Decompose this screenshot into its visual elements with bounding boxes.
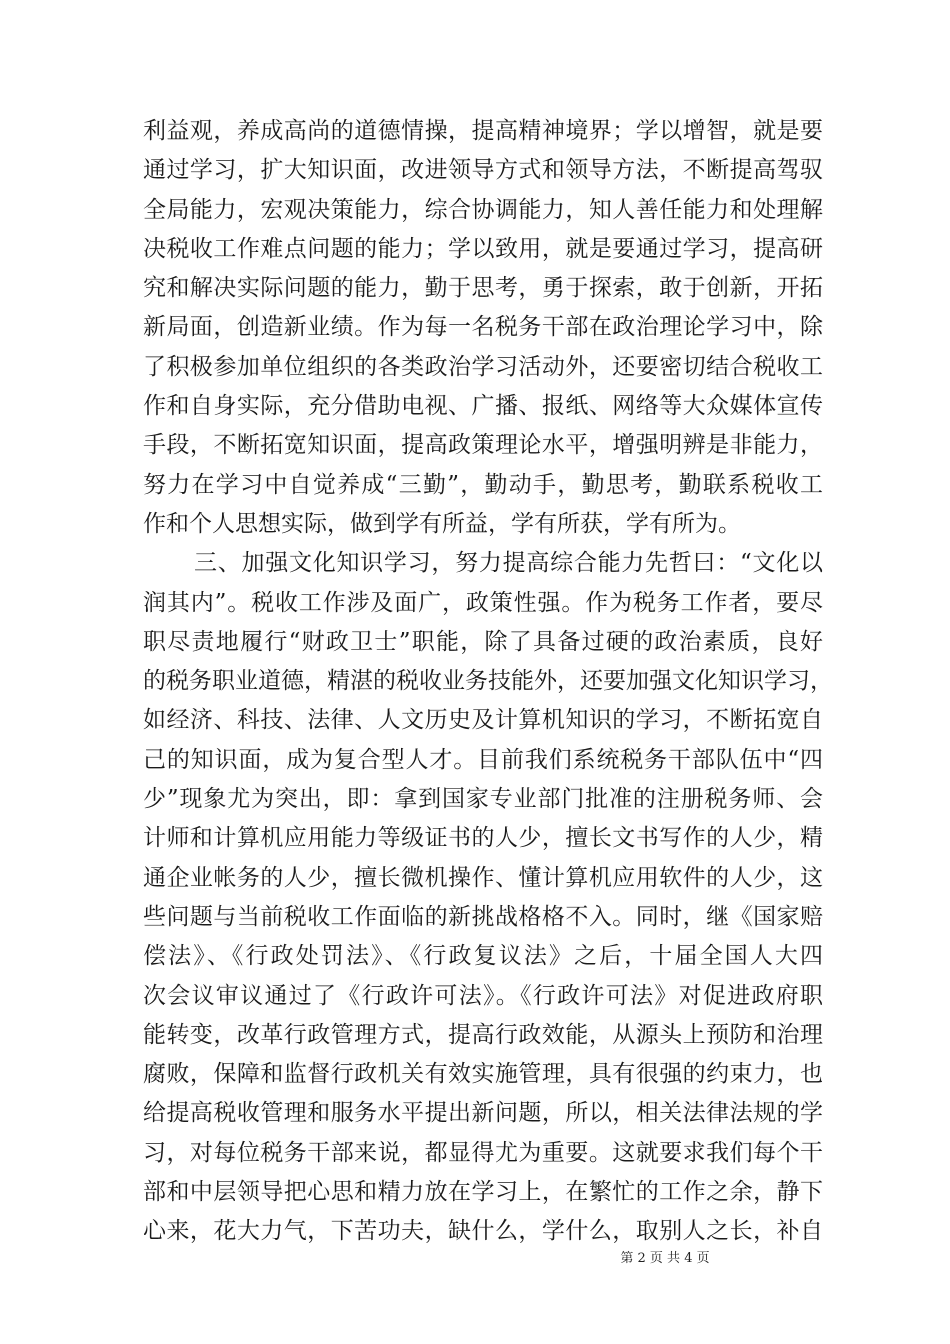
text-line: 少”现象尤为突出，即：拿到国家专业部门批准的注册税务师、会 (143, 786, 823, 813)
text-line: 职尽责地履行“财政卫士”职能，除了具备过硬的政治素质，良好 (143, 628, 823, 655)
text-line: 作和自身实际，充分借助电视、广播、报纸、网络等大众媒体宣传 (143, 393, 823, 420)
text-line: 努力在学习中自觉养成“三勤”，勤动手，勤思考，勤联系税收工 (143, 471, 823, 498)
text-line: 习，对每位税务干部来说，都显得尤为重要。这就要求我们每个干 (143, 1139, 823, 1166)
text-line: 计师和计算机应用能力等级证书的人少，擅长文书写作的人少，精 (143, 825, 823, 852)
text-line: 润其内”。税收工作涉及面广，政策性强。作为税务工作者，要尽 (143, 589, 823, 616)
text-line: 偿法》、《行政处罚法》、《行政复议法》之后，十届全国人大四 (143, 943, 823, 970)
page-footer (0, 1247, 950, 1266)
text-line: 通过学习，扩大知识面，改进领导方式和领导方法，不断提高驾驭 (143, 157, 823, 184)
text-line: 全局能力，宏观决策能力，综合协调能力，知人善任能力和处理解 (143, 196, 823, 223)
page-number: 第 2 页 共 4 页 (620, 1251, 710, 1266)
text-line: 心来，花大力气，下苦功夫，缺什么，学什么，取别人之长，补自 (143, 1218, 823, 1245)
text-line: 利益观，养成高尚的道德情操，提高精神境界；学以增智，就是要 (143, 118, 823, 144)
section-heading-line: 三、加强文化知识学习，努力提高综合能力先哲曰：“文化以 (194, 550, 823, 577)
text-line: 手段，不断拓宽知识面，提高政策理论水平，增强明辨是非能力， (143, 432, 823, 459)
text-line: 如经济、科技、法律、人文历史及计算机知识的学习，不断拓宽自 (143, 707, 823, 734)
document-body (143, 112, 833, 1252)
text-line: 些问题与当前税收工作面临的新挑战格格不入。同时，继《国家赔 (143, 903, 823, 930)
text-line: 腐败，保障和监督行政机关有效实施管理，具有很强的约束力，也 (143, 1061, 823, 1088)
text-line: 能转变，改革行政管理方式，提高行政效能，从源头上预防和治理 (143, 1021, 823, 1048)
text-line: 己的知识面，成为复合型人才。目前我们系统税务干部队伍中“四 (143, 746, 823, 773)
text-line: 的税务职业道德，精湛的税收业务技能外，还要加强文化知识学习， (143, 668, 833, 695)
text-line: 次会议审议通过了《行政许可法》。《行政许可法》对促进政府职 (143, 982, 823, 1009)
text-line: 给提高税收管理和服务水平提出新问题，所以，相关法律法规的学 (143, 1100, 823, 1127)
text-line: 了积极参加单位组织的各类政治学习活动外，还要密切结合税收工 (143, 353, 823, 380)
text-line: 新局面，创造新业绩。作为每一名税务干部在政治理论学习中，除 (143, 314, 823, 341)
text-line: 部和中层领导把心思和精力放在学习上，在繁忙的工作之余，静下 (143, 1179, 823, 1206)
text-line: 决税收工作难点问题的能力；学以致用，就是要通过学习，提高研 (143, 235, 823, 262)
text-line: 究和解决实际问题的能力，勤于思考，勇于探索，敢于创新，开拓 (143, 275, 823, 302)
text-line: 通企业帐务的人少，擅长微机操作、懂计算机应用软件的人少，这 (143, 864, 823, 891)
text-line: 作和个人思想实际，做到学有所益，学有所获，学有所为。 (143, 510, 741, 537)
